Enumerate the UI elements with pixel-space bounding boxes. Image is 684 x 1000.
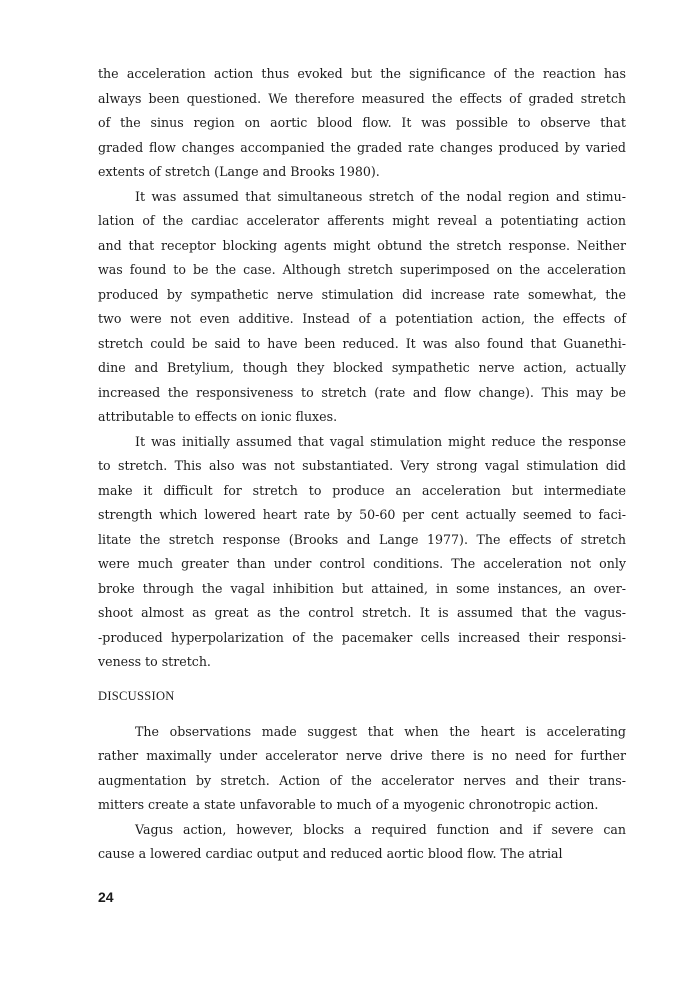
text-line: dine and Bretylium, though they blocked sympathetic nerve action, actually [98, 360, 626, 375]
text-line: the acceleration action thus evoked but the significance of the reaction has [98, 66, 626, 81]
text-line: attributable to effects on ionic fluxes. [98, 409, 338, 424]
text-line: of the sinus region on aortic blood flow. It was possible to observe that [98, 115, 626, 130]
text-line: It was initially assumed that vagal stimulation might reduce the response [135, 433, 626, 449]
text-line: lation of the cardiac accelerator afferents might reveal a potentiating action [98, 213, 626, 228]
text-line: produced by sympathetic nerve stimulation did increase rate somewhat, the [98, 286, 626, 302]
text-line: Vagus action, however, blocks a required function and if severe can [135, 821, 626, 837]
text-line: were much greater than under control conditions. The acceleration not only [98, 556, 626, 571]
page-number: 24 [98, 889, 114, 905]
paragraph-1 [98, 62, 626, 185]
text-line: always been questioned. We therefore measured the effects of graded stretch [98, 90, 626, 106]
text-line: to stretch. This also was not substantiated. Very strong vagal stimulation did [98, 458, 626, 473]
paragraph-2 [98, 185, 626, 430]
text-line: was found to be the case. Although stretch superimposed on the acceleration [98, 262, 626, 277]
text-line: make it difficult for stretch to produce an acceleration but intermediate [98, 482, 626, 498]
text-line: -produced hyperpolarization of the pacemaker cells increased their responsi- [98, 629, 626, 645]
paragraph-3 [98, 430, 626, 675]
discussion-paragraph-1 [98, 720, 626, 818]
text-line: graded flow changes accompanied the graded rate changes produced by varied [98, 139, 626, 155]
text-line: augmentation by stretch. Action of the accelerator nerves and their trans- [98, 772, 626, 788]
page-body [98, 62, 626, 867]
text-line: strength which lowered heart rate by 50-60 per cent actually seemed to faci- [98, 507, 626, 522]
section-heading: DISCUSSION [98, 688, 175, 703]
text-line: and that receptor blocking agents might obtund the stretch response. Neither [98, 237, 626, 253]
text-line: cause a lowered cardiac output and reduced aortic blood flow. The atrial [98, 846, 563, 861]
text-line: veness to stretch. [98, 654, 211, 669]
text-line: It was assumed that simultaneous stretch of the nodal region and stimu- [135, 188, 626, 204]
text-line: mitters create a state unfavorable to much of a myogenic chronotropic action. [98, 797, 599, 812]
text-line: rather maximally under accelerator nerve drive there is no need for further [98, 748, 626, 763]
text-line: shoot almost as great as the control stretch. It is assumed that the vagus- [98, 605, 626, 620]
text-line: two were not even additive. Instead of a potentiation action, the effects of [98, 311, 626, 326]
text-line: The observations made suggest that when the heart is accelerating [135, 723, 626, 739]
text-line: extents of stretch (Lange and Brooks 1980). [98, 164, 380, 179]
text-line: increased the responsiveness to stretch (rate and flow change). This may be [98, 384, 626, 400]
discussion-paragraph-2 [98, 818, 626, 867]
text-line: stretch could be said to have been reduced. It was also found that Guanethi- [98, 335, 626, 351]
text-line: broke through the vagal inhibition but attained, in some instances, an over- [98, 580, 626, 596]
text-line: litate the stretch response (Brooks and Lange 1977). The effects of stretch [98, 531, 626, 547]
